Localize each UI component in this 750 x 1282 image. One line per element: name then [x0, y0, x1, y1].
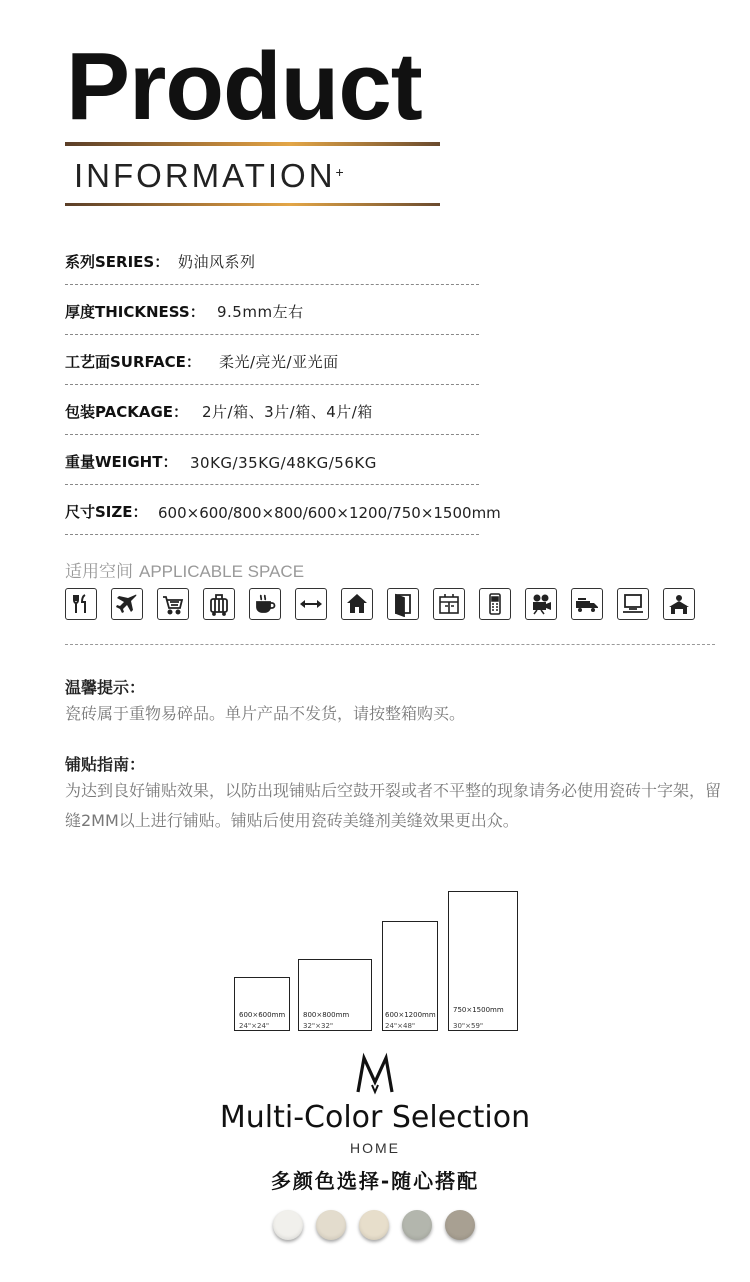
- color-swatch[interactable]: [316, 1210, 346, 1240]
- spec-series: [65, 234, 479, 285]
- luggage-icon: [203, 588, 235, 620]
- home-label: HOME: [350, 1140, 400, 1156]
- spec-weight: [65, 434, 479, 485]
- spec-package: [65, 384, 479, 435]
- door-icon: [387, 588, 419, 620]
- airplane-icon: [111, 588, 143, 620]
- spec-value: 600×600/800×800/600×1200/750×1500mm: [158, 504, 501, 522]
- home-icon: [341, 588, 373, 620]
- color-swatch[interactable]: [359, 1210, 389, 1240]
- restaurant-icon: [65, 588, 97, 620]
- color-swatch[interactable]: [445, 1210, 475, 1240]
- spec-value: 奶油风系列: [178, 253, 256, 271]
- spec-label: 重量WEIGHT：: [65, 453, 178, 471]
- spec-label: 厚度THICKNESS：: [65, 303, 205, 321]
- multi-color-title: Multi-Color Selection: [219, 1100, 531, 1135]
- product-title: Product: [66, 33, 422, 140]
- notice-title: 温馨提示：: [65, 678, 146, 697]
- spec-label: 系列SERIES：: [65, 253, 170, 271]
- spec-value: 30KG/35KG/48KG/56KG: [190, 454, 377, 472]
- guide-title: 铺贴指南：: [65, 755, 146, 774]
- slogan-cn: 多颜色选择-随心搭配: [270, 1169, 480, 1193]
- computer-icon: [617, 588, 649, 620]
- spec-value: 2片/箱、3片/箱、4片/箱: [202, 403, 373, 421]
- shopping-cart-icon: [157, 588, 189, 620]
- notice-text: 瓷砖属于重物易碎品。单片产品不发货，请按整箱购买。: [65, 704, 466, 723]
- tile-800x800: 800×800mm 32"×32": [298, 959, 372, 1031]
- information-subtitle: INFORMATION+: [74, 157, 344, 194]
- spec-value: 9.5mm左右: [217, 303, 304, 321]
- section-divider: [65, 644, 715, 645]
- kitchen-icon: [433, 588, 465, 620]
- spec-surface: [65, 334, 479, 385]
- color-swatch[interactable]: [402, 1210, 432, 1240]
- spec-label: 包装PACKAGE：: [65, 403, 189, 421]
- title-divider-bottom: [65, 203, 440, 206]
- spec-size: [65, 484, 501, 535]
- tile-600x600: 600×600mm 24"×24": [234, 977, 290, 1031]
- spec-value: 柔光/亮光/亚光面: [219, 353, 339, 371]
- community-icon: [663, 588, 695, 620]
- applicable-space-heading: 适用空间 APPLICABLE SPACE: [65, 562, 305, 582]
- plus-mark: +: [335, 164, 344, 180]
- title-divider-top: [65, 142, 440, 146]
- color-swatch[interactable]: [273, 1210, 303, 1240]
- tile-750x1500: 750×1500mm 30"×59": [448, 891, 518, 1031]
- guide-text: 为达到良好铺贴效果，以防出现铺贴后空鼓开裂或者不平整的现象请务必使用瓷砖十字架，留缝2MM以上进行铺贴。铺贴后使用瓷砖美缝剂美缝效果更出众。: [65, 781, 722, 830]
- spec-label: 工艺面SURFACE：: [65, 353, 201, 371]
- spec-thickness: [65, 284, 479, 335]
- spec-label: 尺寸SIZE：: [65, 503, 148, 521]
- coffee-icon: [249, 588, 281, 620]
- brand-m-logo: [352, 1052, 398, 1098]
- truck-icon: [571, 588, 603, 620]
- hallway-icon: [295, 588, 327, 620]
- phone-icon: [479, 588, 511, 620]
- projector-icon: [525, 588, 557, 620]
- tile-600x1200: 600×1200mm 24"×48": [382, 921, 438, 1031]
